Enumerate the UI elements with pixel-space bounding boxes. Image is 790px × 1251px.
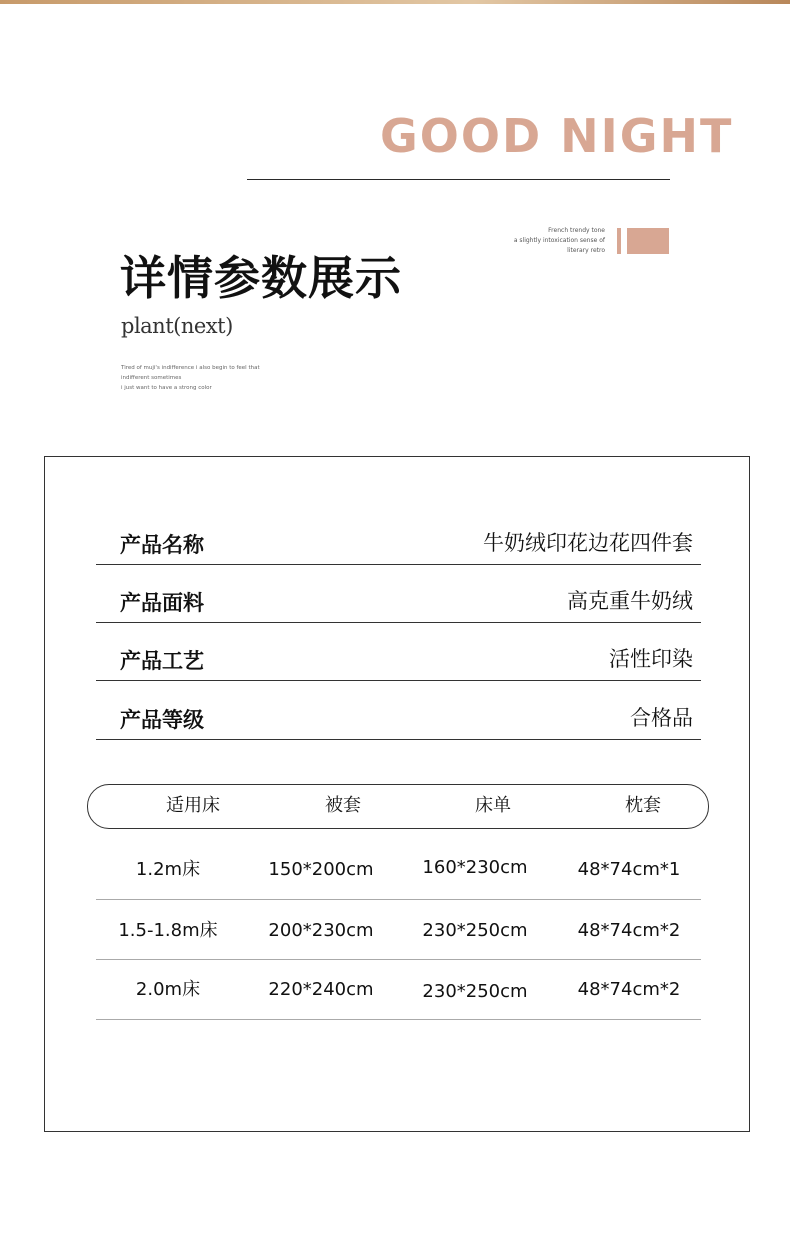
header-duvet: 被套 <box>325 795 361 816</box>
cell-bed: 2.0m床 <box>135 979 201 1000</box>
spec-label: 产品工艺 <box>120 649 204 673</box>
spec-row-craft <box>96 623 701 681</box>
spec-value: 活性印染 <box>609 647 693 671</box>
table-row <box>96 900 701 960</box>
description-line-3: i just want to have a strong color <box>121 385 212 391</box>
tagline-line-3: literary retro <box>567 247 605 254</box>
cell-bed: 1.5-1.8m床 <box>118 920 218 941</box>
header-sheet: 床单 <box>475 795 511 816</box>
cell-pillowcase: 48*74cm*2 <box>577 979 681 1000</box>
description-line-1: Tired of muji's indifference i also begin to feel that <box>121 365 260 371</box>
cell-sheet: 160*230cm <box>422 857 528 878</box>
cell-bed: 1.2m床 <box>135 859 201 880</box>
table-row <box>96 960 701 1020</box>
cell-sheet: 230*250cm <box>422 981 528 1002</box>
cell-duvet: 220*240cm <box>268 979 374 1000</box>
header-pillowcase: 枕套 <box>625 795 661 816</box>
spec-label: 产品名称 <box>120 533 204 557</box>
size-table-header <box>87 784 709 829</box>
hero-title: GOOD NIGHT <box>380 109 734 163</box>
spec-row-name <box>96 507 701 565</box>
spec-label: 产品等级 <box>120 708 204 732</box>
cell-duvet: 150*200cm <box>268 859 374 880</box>
tagline-line-1: French trendy tone <box>548 227 605 234</box>
page-description <box>121 363 321 393</box>
top-decorative-strip <box>0 0 790 4</box>
cell-duvet: 200*230cm <box>268 920 374 941</box>
header-bed: 适用床 <box>166 795 220 816</box>
page-subtitle: plant(next) <box>121 314 233 338</box>
spec-label: 产品面料 <box>120 591 204 615</box>
accent-bar-thin <box>617 228 621 254</box>
cell-sheet: 230*250cm <box>422 920 528 941</box>
tagline-line-2: a slightly intoxication sense of <box>513 237 605 244</box>
spec-value: 高克重牛奶绒 <box>567 589 693 613</box>
spec-row-grade <box>96 682 701 740</box>
spec-value: 牛奶绒印花边花四件套 <box>483 531 693 555</box>
table-row <box>96 840 701 900</box>
description-line-2: indifferent sometimes <box>121 375 182 381</box>
cell-pillowcase: 48*74cm*2 <box>577 920 681 941</box>
spec-value: 合格品 <box>630 706 693 730</box>
spec-card <box>44 456 750 1132</box>
spec-row-fabric <box>96 565 701 623</box>
accent-bar-block <box>627 228 669 254</box>
cell-pillowcase: 48*74cm*1 <box>577 859 681 880</box>
hero-divider <box>247 179 670 180</box>
page-title: 详情参数展示 <box>120 251 402 305</box>
tagline <box>405 226 605 256</box>
